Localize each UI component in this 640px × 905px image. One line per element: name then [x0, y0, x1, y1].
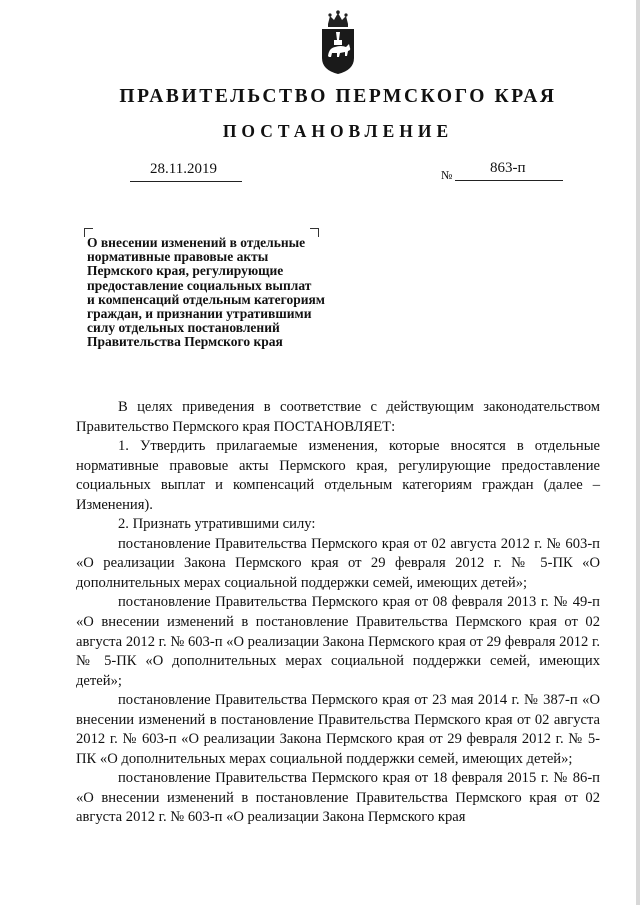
subject-line: предоставление социальных выплат: [87, 277, 312, 293]
repealed-act-paragraph: постановление Правительства Пермского края от 02 августа 2012 г. № 603-п «О реализации Закона Пермского края от 29 февраля 2012 г. № 5-ПК «О дополнительных мерах социальной поддержки семей, имеющих детей»;: [76, 535, 600, 591]
document-number: 863-п: [490, 160, 526, 176]
subject-line: и компенсаций отдельным категориям: [87, 291, 325, 307]
subject-line: Правительства Пермского края: [87, 334, 283, 350]
document-body: [76, 398, 600, 828]
number-sign: №: [441, 168, 453, 182]
subject-line: Пермского края, регулирующие: [87, 263, 284, 279]
subject-line: граждан, и признании утратившими: [87, 306, 312, 322]
preamble-paragraph: В целях приведения в соответствие с действующим законодательством Правительство Пермского края ПОСТАНОВЛЯЕТ:: [76, 399, 600, 435]
number-underline: [455, 180, 563, 181]
item-2-paragraph: 2. Признать утратившими силу:: [118, 516, 316, 533]
repealed-act-paragraph: постановление Правительства Пермского края от 08 февраля 2013 г. № 49-п «О внесении изменений в постановление Правительства Пермского края от 02 августа 2012 г. № 603-п «О реализации Закона Пермского края от 29 февраля 2012 г. № 5-ПК «О дополнительных мерах социальной поддержки семей, имеющих детей»;: [76, 594, 600, 689]
subject-line: О внесении изменений в отдельные: [87, 235, 306, 250]
document-type: ПОСТАНОВЛЕНИЕ: [222, 121, 454, 141]
coat-of-arms-icon: [319, 10, 357, 76]
subject-line: нормативные правовые акты: [87, 249, 269, 265]
item-1-paragraph: 1. Утвердить прилагаемые изменения, которые вносятся в отдельные нормативные правовые акты Пермского края, регулирующие предоставление социальных выплат и компенсаций отдельным категориям граждан (далее – Изменения).: [76, 438, 600, 513]
repealed-act-paragraph: постановление Правительства Пермского края от 18 февраля 2015 г. № 86-п «О внесении изменений в постановление Правительства Пермского края от 02 августа 2012 г. № 603-п «О реализации Закона Пермского края: [76, 770, 600, 826]
document-date: 28.11.2019: [150, 161, 217, 177]
subject-line: силу отдельных постановлений: [87, 320, 280, 336]
organization-title: ПРАВИТЕЛЬСТВО ПЕРМСКОГО КРАЯ: [119, 86, 557, 107]
document-subject: [87, 236, 387, 350]
date-underline: [130, 181, 242, 182]
repealed-act-paragraph: постановление Правительства Пермского края от 23 мая 2014 г. № 387-п «О внесении изменений в постановление Правительства Пермского края от 02 августа 2012 г. № 603-п «О реализации Закона Пермского края от 29 февраля 2012 г. № 5-ПК «О дополнительных мерах социальной поддержки семей, имеющих детей»;: [76, 692, 600, 767]
